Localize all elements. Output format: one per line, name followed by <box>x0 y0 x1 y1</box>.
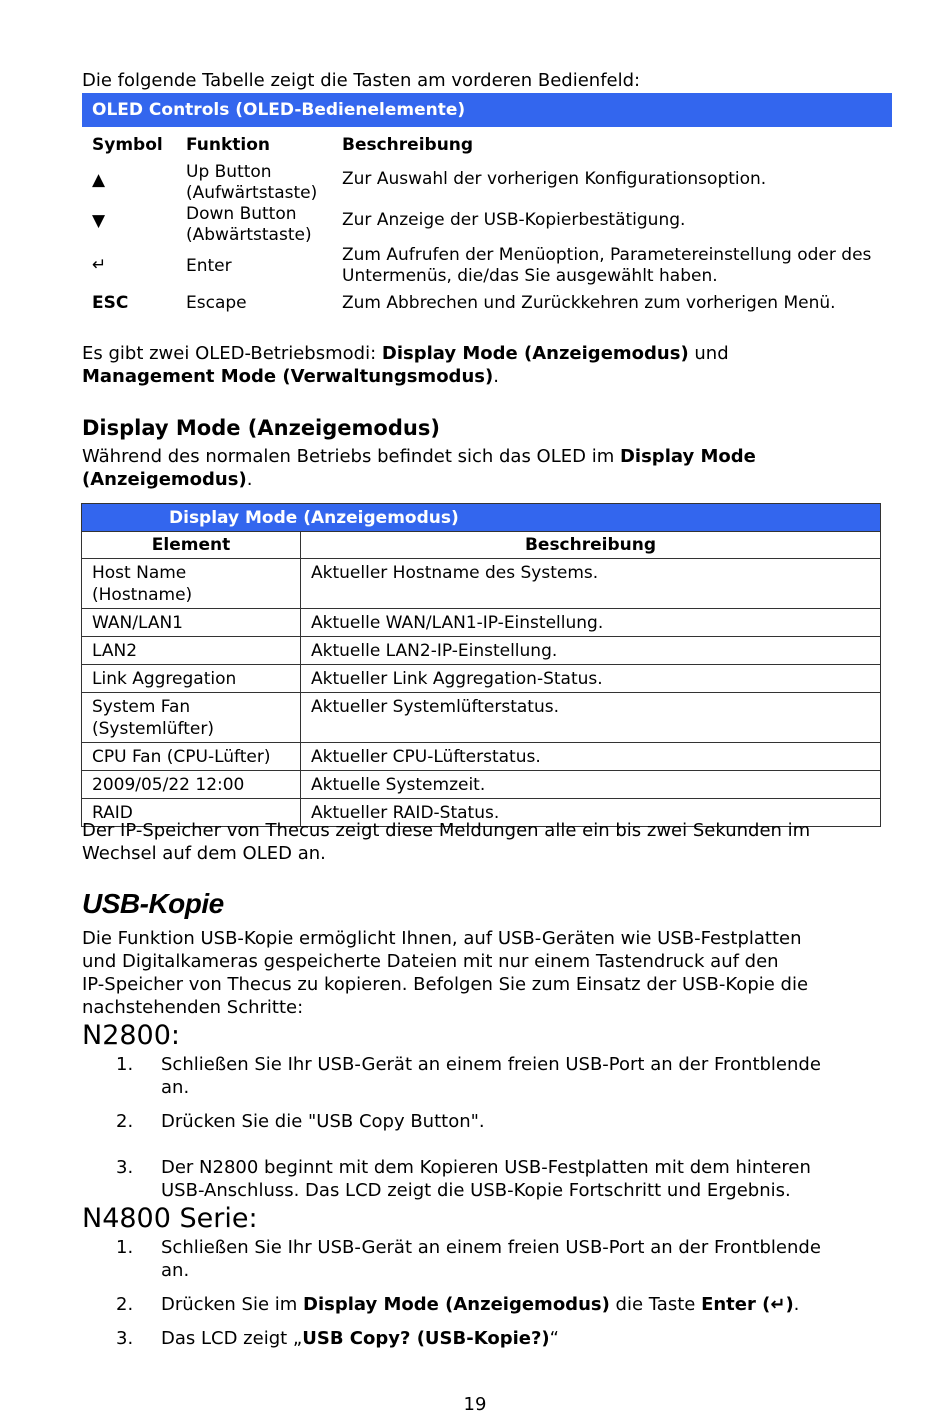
oled-header-function: Funktion <box>186 135 271 155</box>
oled-func-up-de: (Aufwärtstaste) <box>186 183 318 203</box>
display-mode-table-title: Display Mode (Anzeigemodus) <box>81 503 881 531</box>
n4800-title: N4800 Serie: <box>82 1203 258 1234</box>
oled-symbol-enter: ↵ <box>92 255 107 275</box>
n2800-step1-line2: an. <box>161 1077 190 1098</box>
n2800-step3-line2: USB-Anschluss. Das LCD zeigt die USB-Kopie Fortschritt und Ergebnis. <box>161 1180 791 1201</box>
oled-func-down: Down Button <box>186 204 297 224</box>
table-row <box>82 665 881 693</box>
display-mode-heading: Display Mode (Anzeigemodus) <box>82 416 440 440</box>
n2800-step3-number: 3. <box>116 1157 134 1178</box>
modes-text-2: und <box>688 343 729 364</box>
n4800-step3-text2: “ <box>549 1328 559 1349</box>
cell-element: WAN/LAN1 <box>82 609 301 637</box>
oled-symbol-up: ▲ <box>92 170 106 190</box>
n4800-step3-line1 <box>161 1327 559 1350</box>
n2800-step2-number: 2. <box>116 1111 134 1132</box>
display-mode-para-bold1: Display Mode <box>619 446 756 467</box>
display-mode-after-line2: Wechsel auf dem OLED an. <box>82 843 326 864</box>
display-mode-para-text: Während des normalen Betriebs befindet sich das OLED im <box>82 446 620 467</box>
modes-text-3: . <box>493 366 499 387</box>
display-mode-para-line1 <box>82 446 756 468</box>
modes-bold-management: Management Mode (Verwaltungsmodus) <box>82 366 494 387</box>
n4800-step2-bold1: Display Mode (Anzeigemodus) <box>303 1294 610 1315</box>
cell-element-line1: System Fan <box>92 697 191 717</box>
table-row <box>82 771 881 799</box>
header-element: Element <box>82 532 301 559</box>
n4800-step2-text1: Drücken Sie im <box>161 1294 304 1315</box>
n4800-step2-text3: . <box>793 1294 800 1315</box>
oled-func-enter: Enter <box>186 256 232 276</box>
cell-description: Aktueller Hostname des Systems. <box>301 559 881 609</box>
n4800-step2-text2: die Taste <box>609 1294 702 1315</box>
n2800-step1-number: 1. <box>116 1054 134 1075</box>
oled-symbol-esc: ESC <box>92 293 129 313</box>
cell-description: Aktueller Link Aggregation-Status. <box>301 665 881 693</box>
cell-element: LAN2 <box>82 637 301 665</box>
oled-desc-esc: Zum Abbrechen und Zurückkehren zum vorherigen Menü. <box>342 293 836 313</box>
n2800-step2-line1: Drücken Sie die "USB Copy Button". <box>161 1111 485 1132</box>
oled-symbol-down: ▼ <box>92 211 106 231</box>
modes-paragraph-line2 <box>82 366 499 388</box>
cell-element-line2: (Systemlüfter) <box>92 719 214 739</box>
table-header-row <box>82 532 881 559</box>
n2800-title: N2800: <box>82 1020 181 1051</box>
usb-para-line4: nachstehenden Schritte: <box>82 997 304 1018</box>
n4800-step1-line2: an. <box>161 1260 190 1281</box>
oled-header-symbol: Symbol <box>92 135 163 155</box>
cell-element <box>82 693 301 743</box>
header-description: Beschreibung <box>301 532 881 559</box>
oled-header-description: Beschreibung <box>342 135 474 155</box>
table-row <box>82 693 881 743</box>
cell-element: RAID <box>82 799 301 827</box>
table-row <box>82 637 881 665</box>
oled-func-down-de: (Abwärtstaste) <box>186 225 312 245</box>
oled-func-esc: Escape <box>186 293 247 313</box>
n4800-step3-number: 3. <box>116 1328 134 1349</box>
cell-element-line2: (Hostname) <box>92 585 193 605</box>
n4800-step1-line1: Schließen Sie Ihr USB-Gerät an einem freien USB-Port an der Frontblende <box>161 1237 821 1258</box>
oled-desc-enter-1: Zum Aufrufen der Menüoption, Parametereinstellung oder des <box>342 245 872 265</box>
cell-element: CPU Fan (CPU-Lüfter) <box>82 743 301 771</box>
cell-description: Aktueller Systemlüfterstatus. <box>301 693 881 743</box>
cell-description: Aktuelle LAN2-IP-Einstellung. <box>301 637 881 665</box>
usb-para-line3: IP-Speicher von Thecus zu kopieren. Befolgen Sie zum Einsatz der USB-Kopie die <box>82 974 809 995</box>
usb-copy-heading: USB-Kopie <box>82 888 224 919</box>
oled-table-title: OLED Controls (OLED-Bedienelemente) <box>82 93 892 127</box>
table-row <box>82 743 881 771</box>
cell-element: 2009/05/22 12:00 <box>82 771 301 799</box>
n2800-step1-line1: Schließen Sie Ihr USB-Gerät an einem freien USB-Port an der Frontblende <box>161 1054 821 1075</box>
n4800-step2-number: 2. <box>116 1294 134 1315</box>
cell-description: Aktuelle Systemzeit. <box>301 771 881 799</box>
oled-desc-up: Zur Auswahl der vorherigen Konfigurationsoption. <box>342 169 767 189</box>
oled-desc-down: Zur Anzeige der USB-Kopierbestätigung. <box>342 210 686 230</box>
cell-description: Aktuelle WAN/LAN1-IP-Einstellung. <box>301 609 881 637</box>
display-mode-para-end: . <box>246 469 253 490</box>
usb-para-line1: Die Funktion USB-Kopie ermöglicht Ihnen, auf USB-Geräten wie USB-Festplatten <box>82 928 802 949</box>
intro-text: Die folgende Tabelle zeigt die Tasten am vorderen Bedienfeld: <box>82 70 641 91</box>
oled-func-up: Up Button <box>186 162 272 182</box>
display-mode-para-bold2: (Anzeigemodus) <box>82 469 247 490</box>
display-mode-para-line2 <box>82 469 252 491</box>
oled-desc-enter-2: Untermenüs, die/das Sie ausgewählt haben. <box>342 266 718 286</box>
n4800-step2-line1 <box>161 1293 799 1316</box>
page-number: 19 <box>463 1394 487 1415</box>
n4800-step1-number: 1. <box>116 1237 134 1258</box>
n2800-step3-line1: Der N2800 beginnt mit dem Kopieren USB-Festplatten mit dem hinteren <box>161 1157 811 1178</box>
usb-para-line2: und Digitalkameras gespeicherte Dateien mit nur einem Tastendruck auf den <box>82 951 779 972</box>
cell-element <box>82 559 301 609</box>
n4800-step3-text1: Das LCD zeigt „ <box>161 1328 303 1349</box>
table-row <box>82 559 881 609</box>
cell-description: Aktueller CPU-Lüfterstatus. <box>301 743 881 771</box>
modes-text-1: Es gibt zwei OLED-Betriebsmodi: <box>82 343 382 364</box>
cell-element-line1: Host Name <box>92 563 187 583</box>
cell-element: Link Aggregation <box>82 665 301 693</box>
modes-bold-display: Display Mode (Anzeigemodus) <box>381 343 689 364</box>
modes-paragraph-line1 <box>82 343 729 365</box>
display-mode-table <box>81 503 881 827</box>
n4800-step2-bold2: Enter (↵) <box>701 1294 794 1315</box>
n4800-step3-bold1: USB Copy? (USB-Kopie?) <box>302 1328 550 1349</box>
cell-description: Aktueller RAID-Status. <box>301 799 881 827</box>
display-mode-after-line1: Der IP-Speicher von Thecus zeigt diese Meldungen alle ein bis zwei Sekunden im <box>82 820 811 841</box>
table-row <box>82 609 881 637</box>
